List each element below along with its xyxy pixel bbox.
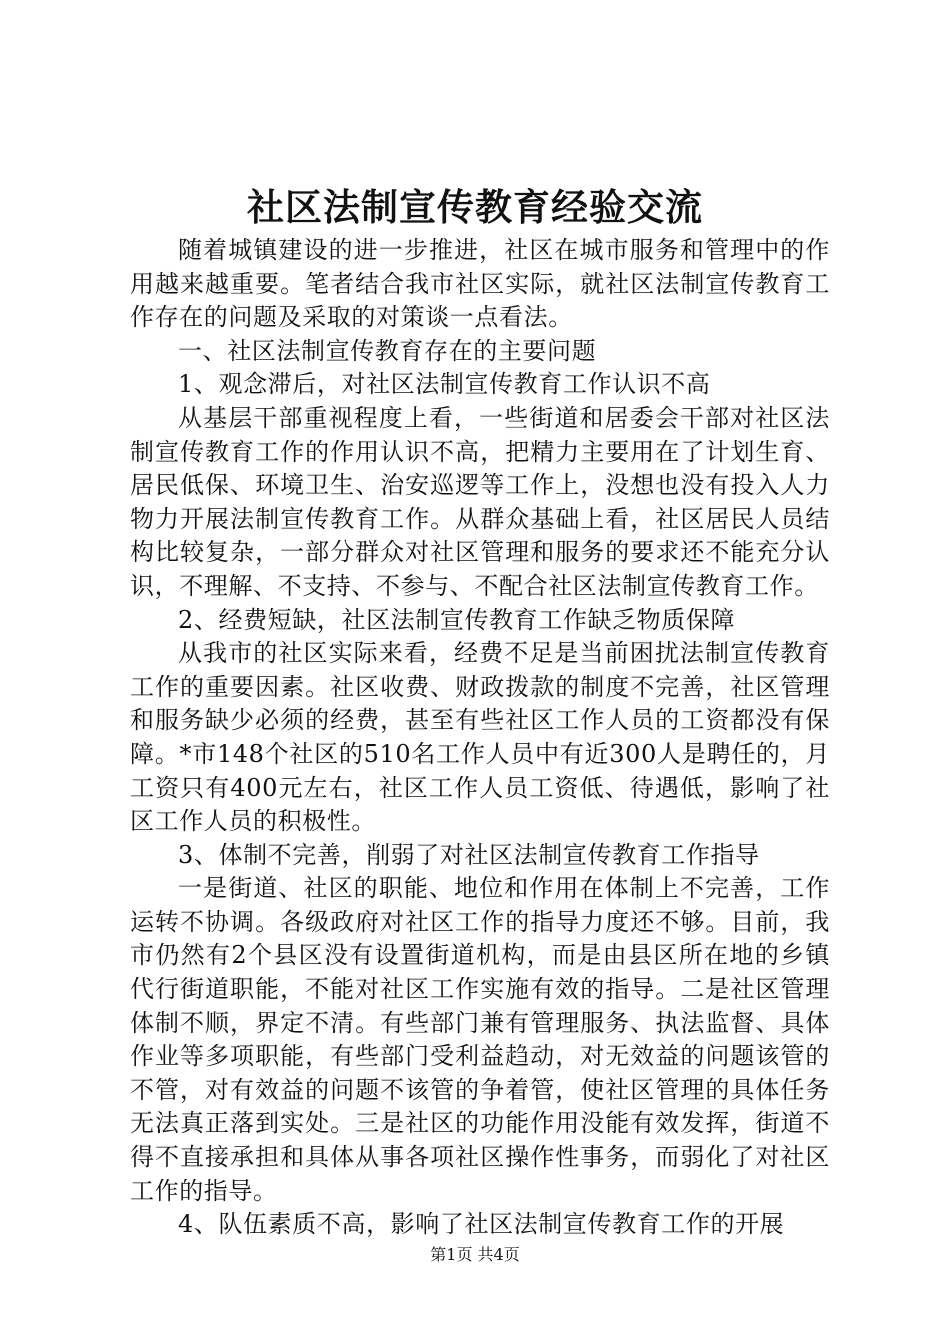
paragraph-1: 从基层干部重视程度上看，一些街道和居委会干部对社区法制宣传教育工作的作用认识不高，把精力主要用在了计划生育、居民低保、环境卫生、治安巡逻等工作上，没想也没有投入人力物力开展法制宣传教育工作。从群众基础上看，社区居民人员结构比较复杂，一部分群众对社区管理和服务的要求还不能充分认识，不理解、不支持、不参与、不配合社区法制宣传教育工作。 [130, 403, 830, 600]
section-heading-1: 一、社区法制宣传教育存在的主要问题 [178, 336, 597, 365]
paragraph-3: 一是街道、社区的职能、地位和作用在体制上不完善，工作运转不协调。各级政府对社区工作的指导力度还不够。目前，我市仍然有2个县区没有设置街道机构，而是由县区所在地的乡镇代行街道职能，不能对社区工作实施有效的指导。二是社区管理体制不顺，界定不清。有些部门兼有管理服务、执法监督、具体作业等多项职能，有些部门受利益趋动，对无效益的问题该管的不管，对有效益的问题不该管的争着管，使社区管理的具体任务无法真正落到实处。三是社区的功能作用没能有效发挥，街道不得不直接承担和具体从事各项社区操作性事务，而弱化了对社区工作的指导。 [130, 874, 830, 1205]
paragraph-intro: 随着城镇建设的进一步推进，社区在城市服务和管理中的作用越来越重要。笔者结合我市社区实际，就社区法制宣传教育工作存在的问题及采取的对策谈一点看法。 [130, 236, 830, 332]
subheading-1: 1、观念滞后，对社区法制宣传教育工作认识不高 [178, 370, 711, 399]
document-title: 社区法制宣传教育经验交流 [247, 185, 703, 229]
subheading-2: 2、经费短缺，社区法制宣传教育工作缺乏物质保障 [178, 605, 736, 634]
paragraph-2: 从我市的社区实际来看，经费不足是当前困扰法制宣传教育工作的重要因素。社区收费、财政拨款的制度不完善，社区管理和服务缺少必须的经费，甚至有些社区工作人员的工资都没有保障。*市148个社区的510名工作人员中有近300人是聘任的，月工资只有400元左右，社区工作人员工资低、待遇低，影响了社区工作人员的积极性。 [130, 639, 830, 836]
page-number-footer: 第1页 共4页 [430, 1245, 520, 1264]
subheading-3: 3、体制不完善，削弱了对社区法制宣传教育工作指导 [178, 840, 760, 869]
document-body [130, 234, 830, 1242]
subheading-4: 4、队伍素质不高，影响了社区法制宣传教育工作的开展 [178, 1210, 785, 1239]
